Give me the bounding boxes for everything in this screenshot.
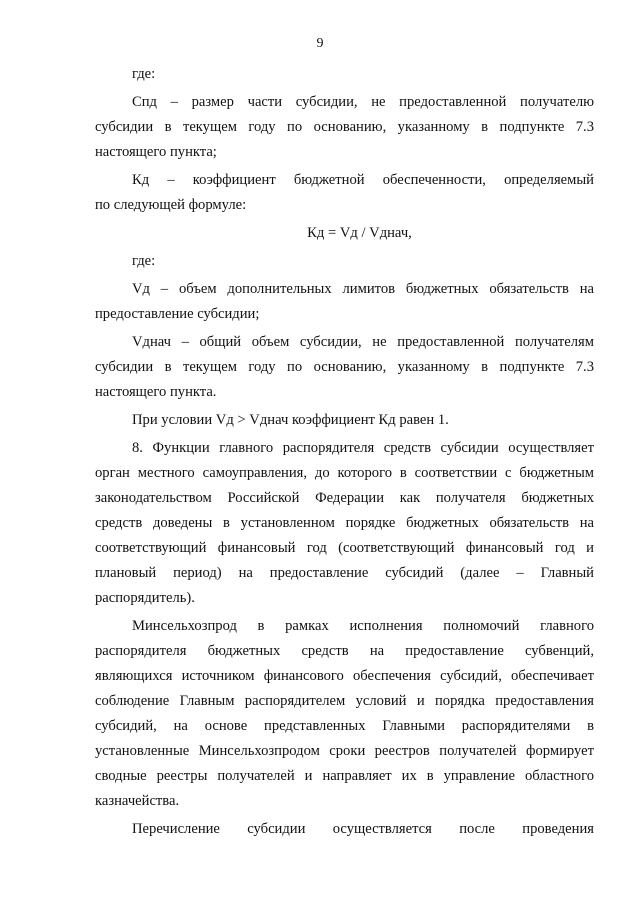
- text-line: сводные реестры получателей и направляет их в управление областного: [95, 768, 594, 784]
- formula: [95, 221, 594, 246]
- text-line: субсидии в текущем году по основанию, указанному в подпункте 7.3: [95, 119, 594, 135]
- text-line: распорядитель).: [95, 590, 195, 606]
- text-line: субсидий, на основе представленных Главными распорядителями в: [95, 718, 594, 734]
- paragraph: [95, 62, 594, 87]
- text-line: Кд – коэффициент бюджетной обеспеченности, определяемый: [132, 172, 594, 188]
- paragraph: [95, 249, 594, 274]
- text-line: установленные Минсельхозпродом сроки реестров получателей формирует: [95, 743, 594, 759]
- paragraph: [95, 614, 594, 814]
- text-line: Спд – размер части субсидии, не предоставленной получателю: [132, 94, 594, 110]
- text-line: распорядителя бюджетных средств на предоставление субвенций,: [95, 643, 594, 659]
- text-line: 8. Функции главного распорядителя средств субсидии осуществляет: [132, 440, 594, 456]
- document-body: [95, 62, 594, 842]
- text-line: законодательством Российской Федерации как получателя бюджетных: [95, 490, 594, 506]
- text-line: Кд = Vд / Vднач,: [307, 225, 412, 241]
- text-line: где:: [132, 253, 156, 269]
- paragraph: [95, 817, 594, 842]
- text-line: соответствующий финансовый год (соответствующий финансовый год и: [95, 540, 594, 556]
- text-line: казначейства.: [95, 793, 180, 809]
- text-line: являющихся источником финансового обеспечения субсидий, обеспечивает: [95, 668, 594, 684]
- text-line: где:: [132, 66, 156, 82]
- paragraph: [95, 408, 594, 433]
- text-line: плановый период) на предоставление субсидий (далее – Главный: [95, 565, 594, 581]
- paragraph: [95, 277, 594, 327]
- paragraph: [95, 90, 594, 165]
- text-line: настоящего пункта.: [95, 384, 217, 400]
- text-line: Vд – объем дополнительных лимитов бюджетных обязательств на: [132, 281, 594, 297]
- paragraph: [95, 436, 594, 611]
- text-line: орган местного самоуправления, до которого в соответствии с бюджетным: [95, 465, 594, 481]
- page-number: 9: [316, 36, 324, 51]
- paragraph: [95, 330, 594, 405]
- text-line: соблюдение Главным распорядителем условий и порядка предоставления: [95, 693, 594, 709]
- text-line: При условии Vд > Vднач коэффициент Кд равен 1.: [132, 412, 449, 428]
- text-line: Vднач – общий объем субсидии, не предоставленной получателям: [132, 334, 594, 350]
- text-line: средств доведены в установленном порядке бюджетных обязательств на: [95, 515, 594, 531]
- text-line: настоящего пункта;: [95, 144, 217, 160]
- text-line: субсидии в текущем году по основанию, указанному в подпункте 7.3: [95, 359, 594, 375]
- text-line: предоставление субсидии;: [95, 306, 260, 322]
- text-line: Перечисление субсидии осуществляется после проведения: [132, 821, 594, 837]
- text-line: по следующей формуле:: [95, 197, 247, 213]
- text-line: Минсельхозпрод в рамках исполнения полномочий главного: [132, 618, 594, 634]
- paragraph: [95, 168, 594, 218]
